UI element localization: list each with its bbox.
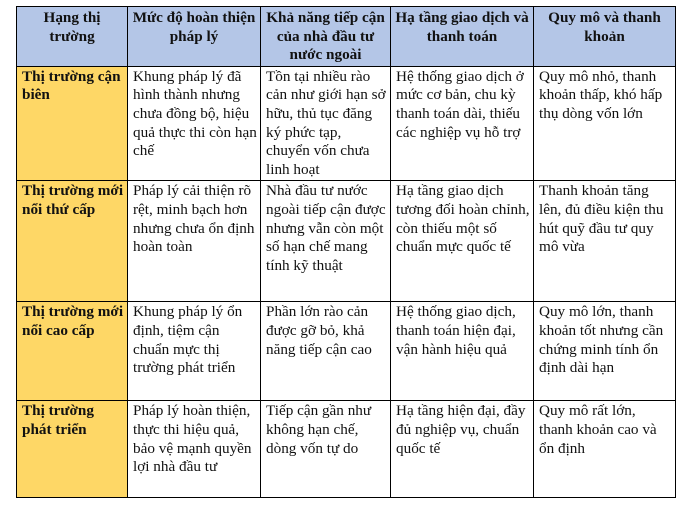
cell-text: Pháp lý cải thiện rõ rệt, minh bạch hơn nhưng chưa ổn định hoàn toàn xyxy=(133,182,255,256)
cell-infra xyxy=(391,302,534,401)
cell-scale xyxy=(534,66,676,181)
cell-text: Nhà đầu tư nước ngoài tiếp cận được nhưng vẫn còn một số hạn chế mang tính kỹ thuật xyxy=(266,182,386,274)
header-scale-liquidity xyxy=(534,7,676,67)
header-infrastructure xyxy=(391,7,534,67)
cell-legal xyxy=(128,302,261,401)
table-row xyxy=(17,66,676,181)
header-market-tier xyxy=(17,7,128,67)
cell-text: Quy mô lớn, thanh khoản tốt nhưng cần chứng minh tính ổn định dài hạn xyxy=(539,303,664,377)
header-legal-maturity xyxy=(128,7,261,67)
cell-text: Khung pháp lý ổn định, tiệm cận chuẩn mực thị trường phát triển xyxy=(133,303,243,377)
row-category xyxy=(17,302,128,401)
category-label: Thị trường phát triển xyxy=(22,402,94,438)
cell-legal xyxy=(128,401,261,498)
market-classification-table xyxy=(16,6,676,498)
header-label: Hạng thị trường xyxy=(43,9,101,45)
header-label: Khả năng tiếp cận của nhà đầu tư nước ngoài xyxy=(266,9,385,64)
cell-text: Pháp lý hoàn thiện, thực thi hiệu quả, bảo vệ mạnh quyền lợi nhà đầu tư xyxy=(133,402,252,476)
cell-text: Quy mô nhỏ, thanh khoản thấp, khó hấp thụ dòng vốn lớn xyxy=(539,67,663,122)
cell-access xyxy=(261,302,391,401)
cell-legal xyxy=(128,181,261,302)
row-category xyxy=(17,66,128,181)
cell-infra xyxy=(391,401,534,498)
cell-access xyxy=(261,401,391,498)
header-foreign-access xyxy=(261,7,391,67)
header-label: Mức độ hoàn thiện pháp lý xyxy=(132,9,256,45)
cell-infra xyxy=(391,66,534,181)
cell-text: Hệ thống giao dịch, thanh toán hiện đại, vận hành hiệu quả xyxy=(396,303,516,358)
cell-text: Khung pháp lý đã hình thành nhưng chưa đồng bộ, hiệu quả thực thi còn hạn chế xyxy=(133,67,257,160)
header-row xyxy=(17,7,676,67)
table-row xyxy=(17,302,676,401)
cell-text: Hệ thống giao dịch ở mức cơ bản, chu kỳ thanh toán dài, thiếu các nghiệp vụ hỗ trợ xyxy=(396,67,524,141)
header-label: Hạ tầng giao dịch và thanh toán xyxy=(395,9,529,45)
table-row xyxy=(17,181,676,302)
row-category xyxy=(17,401,128,498)
table-row xyxy=(17,401,676,498)
cell-text: Tồn tại nhiều rào cản như giới hạn sở hữu, thủ tục đăng ký phức tạp, chuyển vốn chưa linh hoạt xyxy=(266,67,386,178)
cell-text: Tiếp cận gần như không hạn chế, dòng vốn tự do xyxy=(266,402,372,457)
table-container xyxy=(16,6,676,498)
cell-scale xyxy=(534,181,676,302)
header-label: Quy mô và thanh khoản xyxy=(548,9,661,45)
cell-text: Hạ tầng hiện đại, đầy đủ nghiệp vụ, chuẩn quốc tế xyxy=(396,402,526,457)
cell-text: Quy mô rất lớn, thanh khoản cao và ổn định xyxy=(539,402,657,457)
category-label: Thị trường mới nổi thứ cấp xyxy=(22,182,124,218)
cell-legal xyxy=(128,66,261,181)
cell-text: Hạ tầng giao dịch tương đối hoàn chỉnh, còn thiếu một số chuẩn mực quốc tế xyxy=(396,182,530,256)
cell-text: Thanh khoản tăng lên, đủ điều kiện thu hút quỹ đầu tư quy mô vừa xyxy=(539,182,664,256)
category-label: Thị trường cận biên xyxy=(22,67,121,104)
category-label: Thị trường mới nổi cao cấp xyxy=(22,303,124,339)
cell-access xyxy=(261,181,391,302)
cell-access xyxy=(261,66,391,181)
cell-text: Phần lớn rào cản được gỡ bỏ, khả năng tiếp cận cao xyxy=(266,303,372,358)
cell-scale xyxy=(534,401,676,498)
row-category xyxy=(17,181,128,302)
cell-scale xyxy=(534,302,676,401)
cell-infra xyxy=(391,181,534,302)
